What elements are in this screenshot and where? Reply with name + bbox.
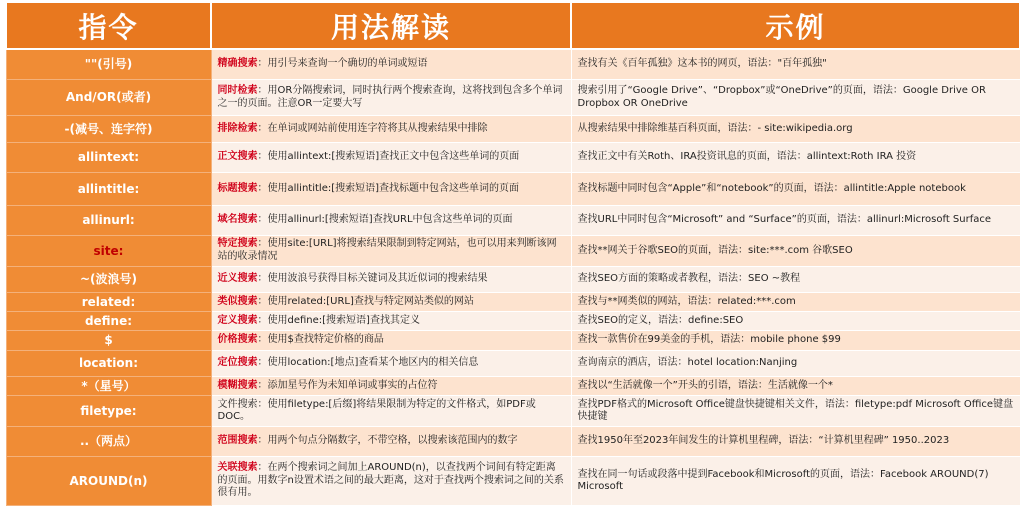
usage-cell bbox=[211, 49, 571, 79]
table-row bbox=[6, 79, 1020, 116]
table-row bbox=[6, 396, 1020, 426]
example-cell: 查找1950年至2023年间发生的计算机里程碑，语法：“计算机里程碑” 1950..2023 bbox=[571, 426, 1020, 456]
table-row bbox=[6, 236, 1020, 266]
table-row bbox=[6, 426, 1020, 456]
command-cell: ~(波浪号) bbox=[6, 266, 211, 292]
usage-keyword: 近义搜索 bbox=[217, 272, 258, 284]
table-row bbox=[6, 312, 1020, 331]
example-cell: 查找一款售价在99美金的手机，语法：mobile phone $99 bbox=[571, 331, 1020, 350]
example-cell: 查找PDF格式的Microsoft Office键盘快捷键相关文件，语法：filetype:pdf Microsoft Office键盘快捷键 bbox=[571, 396, 1020, 426]
example-cell: 查找在同一句话或段落中提到Facebook和Microsoft的页面，语法：Facebook AROUND(7) Microsoft bbox=[571, 457, 1020, 506]
usage-keyword: 类似搜索 bbox=[217, 295, 258, 307]
table-row bbox=[6, 173, 1020, 205]
usage-description: ：使用define:[搜索短语]查找其定义 bbox=[257, 315, 420, 327]
usage-keyword: 特定搜索 bbox=[217, 238, 258, 250]
header-example: 示例 bbox=[571, 2, 1020, 49]
usage-description: 文件搜索：使用filetype:[后缀]将结果限制为特定的文件格式，如PDF或DOC。 bbox=[217, 398, 536, 423]
usage-cell bbox=[211, 457, 571, 506]
command-cell: define: bbox=[6, 312, 211, 331]
usage-keyword: 排除检索 bbox=[217, 122, 258, 134]
search-operators-table bbox=[5, 1, 1021, 506]
usage-cell bbox=[211, 292, 571, 311]
usage-cell bbox=[211, 426, 571, 456]
usage-keyword: 正文搜索 bbox=[217, 151, 258, 163]
usage-cell bbox=[211, 331, 571, 350]
usage-keyword: 域名搜索 bbox=[217, 214, 258, 226]
usage-description: ：用引号来查询一个确切的单词或短语 bbox=[257, 58, 428, 70]
table-row bbox=[6, 331, 1020, 350]
usage-description: ：在单词或网站前使用连字符将其从搜索结果中排除 bbox=[257, 122, 488, 134]
example-cell: 搜索引用了“Google Drive”、“Dropbox”或“OneDrive”的页面，语法：Google Drive OR Dropbox OR OneDrive bbox=[571, 79, 1020, 116]
command-cell: AROUND(n) bbox=[6, 457, 211, 506]
usage-description: ：使用$查找特定价格的商品 bbox=[257, 334, 384, 346]
example-cell: 查询南京的酒店，语法：hotel location:Nanjing bbox=[571, 350, 1020, 376]
usage-cell bbox=[211, 236, 571, 266]
usage-cell bbox=[211, 142, 571, 172]
command-cell: -(减号、连字符) bbox=[6, 116, 211, 142]
command-cell: site: bbox=[6, 236, 211, 266]
usage-cell bbox=[211, 266, 571, 292]
usage-cell bbox=[211, 205, 571, 235]
table-row bbox=[6, 266, 1020, 292]
header-usage: 用法解读 bbox=[211, 2, 571, 49]
usage-description: ：使用location:[地点]查看某个地区内的相关信息 bbox=[257, 357, 479, 369]
usage-cell bbox=[211, 173, 571, 205]
usage-description: ：使用allinurl:[搜索短语]查找URL中包含这些单词的页面 bbox=[257, 214, 513, 226]
example-cell: 查找与**网类似的网站，语法：related:***.com bbox=[571, 292, 1020, 311]
command-cell: allintext: bbox=[6, 142, 211, 172]
table-row bbox=[6, 457, 1020, 506]
usage-description: ：使用allintitle:[搜索短语]查找标题中包含这些单词的页面 bbox=[257, 182, 520, 194]
command-cell: ..（两点） bbox=[6, 426, 211, 456]
usage-cell bbox=[211, 116, 571, 142]
command-cell: filetype: bbox=[6, 396, 211, 426]
table-row bbox=[6, 142, 1020, 172]
usage-description: ：添加星号作为未知单词或事实的占位符 bbox=[257, 379, 438, 391]
example-cell: 查找标题中同时包含“Apple”和“notebook”的页面，语法：allintitle:Apple notebook bbox=[571, 173, 1020, 205]
usage-keyword: 标题搜索 bbox=[217, 182, 258, 194]
example-cell: 查找SEO的定义，语法：define:SEO bbox=[571, 312, 1020, 331]
table-row bbox=[6, 292, 1020, 311]
example-cell: 查找正文中有关Roth、IRA投资讯息的页面，语法：allintext:Roth IRA 投资 bbox=[571, 142, 1020, 172]
table-row bbox=[6, 205, 1020, 235]
usage-keyword: 价格搜索 bbox=[217, 334, 258, 346]
usage-keyword: 定义搜索 bbox=[217, 315, 258, 327]
example-cell: 从搜索结果中排除维基百科页面，语法：- site:wikipedia.org bbox=[571, 116, 1020, 142]
usage-cell bbox=[211, 79, 571, 116]
usage-cell bbox=[211, 312, 571, 331]
search-operators-table-page bbox=[0, 1, 1024, 508]
usage-keyword: 模糊搜索 bbox=[217, 379, 258, 391]
header-row bbox=[6, 2, 1020, 49]
usage-cell bbox=[211, 396, 571, 426]
usage-description: ：使用波浪号获得目标关键词及其近似词的搜索结果 bbox=[257, 272, 488, 284]
command-cell: location: bbox=[6, 350, 211, 376]
command-cell: allinurl: bbox=[6, 205, 211, 235]
example-cell: 查找SEO方面的策略或者教程，语法：SEO ~教程 bbox=[571, 266, 1020, 292]
command-cell: related: bbox=[6, 292, 211, 311]
table-row bbox=[6, 49, 1020, 79]
usage-keyword: 同时检索 bbox=[217, 85, 258, 97]
usage-description: ：使用related:[URL]查找与特定网站类似的网站 bbox=[257, 295, 474, 307]
table-row bbox=[6, 116, 1020, 142]
usage-cell bbox=[211, 350, 571, 376]
example-cell: 查找**网关于谷歌SEO的页面，语法：site:***.com 谷歌SEO bbox=[571, 236, 1020, 266]
usage-cell bbox=[211, 377, 571, 396]
example-cell: 查找有关《百年孤独》这本书的网页，语法："百年孤独" bbox=[571, 49, 1020, 79]
usage-description: ：使用site:[URL]将搜索结果限制到特定网站，也可以用来判断该网站的收录情况 bbox=[217, 238, 557, 262]
usage-keyword: 精确搜索 bbox=[217, 58, 258, 70]
example-cell: 查找URL中同时包含“Microsoft” and “Surface”的页面，语法：allinurl:Microsoft Surface bbox=[571, 205, 1020, 235]
command-cell: allintitle: bbox=[6, 173, 211, 205]
command-cell: ""(引号) bbox=[6, 49, 211, 79]
usage-keyword: 定位搜索 bbox=[217, 357, 258, 369]
usage-keyword: 关联搜索 bbox=[217, 462, 258, 474]
example-cell: 查找以“生活就像一个”开头的引语，语法：生活就像一个* bbox=[571, 377, 1020, 396]
command-cell: *（星号） bbox=[6, 377, 211, 396]
usage-description: ：用OR分隔搜索词，同时执行两个搜索查询，这将找到包含多个单词之一的页面。注意OR一定要大写 bbox=[217, 85, 563, 109]
usage-description: ：用两个句点分隔数字，不带空格，以搜索该范围内的数字 bbox=[257, 435, 518, 447]
command-cell: And/OR(或者) bbox=[6, 79, 211, 116]
header-command: 指令 bbox=[6, 2, 211, 49]
usage-description: ：在两个搜索词之间加上AROUND(n)，以查找两个词间有特定距离的页面。用数字n设置术语之间的最大距离，这对于查找两个搜索词之间的关系很有用。 bbox=[217, 462, 564, 499]
table-row bbox=[6, 350, 1020, 376]
usage-description: ：使用allintext:[搜索短语]查找正文中包含这些单词的页面 bbox=[257, 151, 520, 163]
table-row bbox=[6, 377, 1020, 396]
command-cell: $ bbox=[6, 331, 211, 350]
usage-keyword: 范围搜索 bbox=[217, 435, 258, 447]
